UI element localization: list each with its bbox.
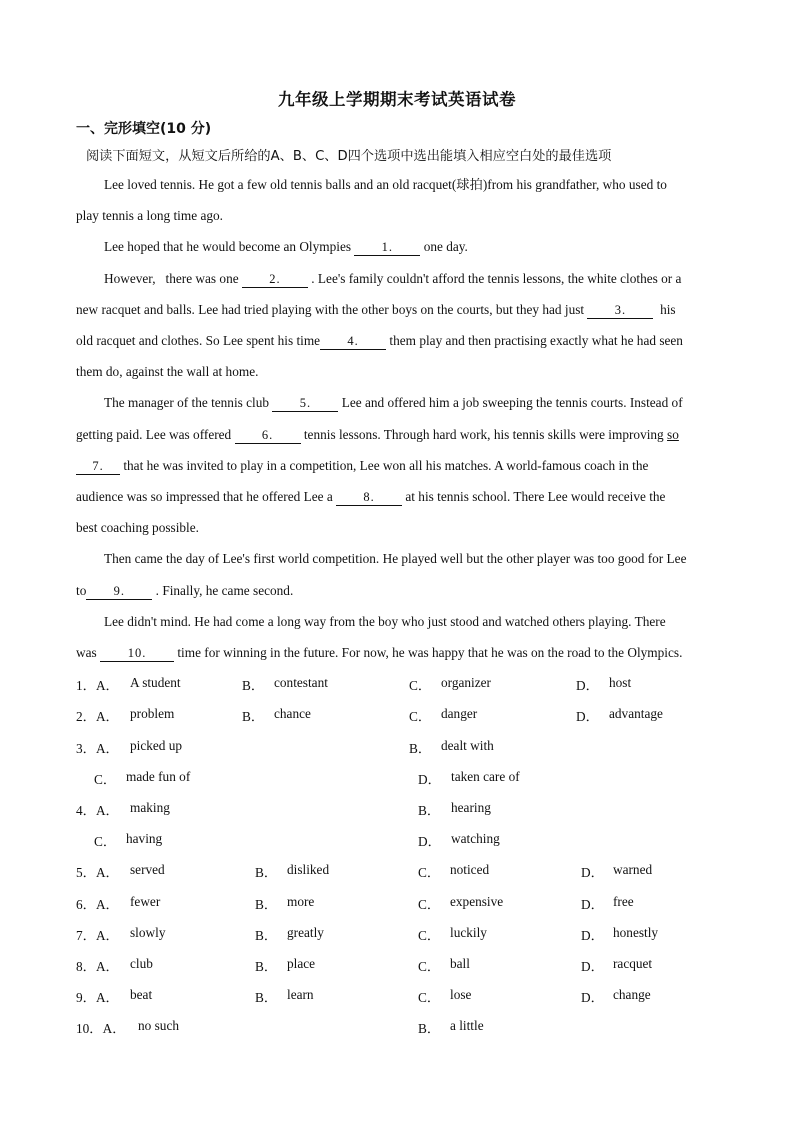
option-d[interactable]: honestly: [613, 925, 659, 940]
option-c[interactable]: luckily: [450, 925, 487, 940]
option-b[interactable]: place: [287, 956, 316, 971]
passage-text: best coaching possible.: [76, 520, 199, 535]
answer-blank: 1.: [354, 240, 420, 256]
answer-blank: 9.: [86, 584, 152, 600]
passage-line: [76, 207, 223, 225]
passage-line: [104, 176, 667, 194]
passage-text: However,: [104, 271, 156, 286]
passage-line: [104, 394, 683, 412]
passage-text: play tennis a long time ago.: [76, 208, 223, 223]
option-c-label: C．: [94, 834, 117, 849]
option-d-label: D．: [581, 990, 604, 1005]
question-number: 2．A．: [76, 709, 119, 724]
passage-text: Lee and offered him a job sweeping the tennis courts. Instead of: [341, 395, 683, 410]
passage-line: [76, 644, 682, 662]
option-b[interactable]: a little: [450, 1018, 484, 1033]
option-c[interactable]: lose: [450, 987, 472, 1002]
option-b[interactable]: disliked: [287, 862, 330, 877]
option-d[interactable]: warned: [613, 862, 653, 877]
section-heading: 一、完形填空(10 分): [76, 121, 212, 137]
option-c[interactable]: organizer: [441, 675, 491, 690]
option-c[interactable]: having: [126, 831, 163, 846]
option-a[interactable]: making: [130, 800, 170, 815]
passage-line: [76, 363, 258, 381]
option-b-label: B．: [409, 741, 432, 756]
question-number: 6．A．: [76, 897, 119, 912]
passage-text: his: [660, 302, 676, 317]
option-a[interactable]: club: [130, 956, 153, 971]
option-a[interactable]: beat: [130, 987, 153, 1002]
option-a[interactable]: A student: [130, 675, 181, 690]
passage-text: one day.: [423, 239, 468, 254]
passage-text: Lee didn't mind. He had come a long way from the boy who just stood and watched others playing. There: [104, 614, 666, 629]
option-d[interactable]: racquet: [613, 956, 653, 971]
option-c[interactable]: noticed: [450, 862, 490, 877]
option-d[interactable]: free: [613, 894, 634, 909]
passage-text: there was one: [165, 271, 239, 286]
passage-line: [76, 582, 293, 600]
passage-text: Lee won all his matches. A world-famous coach in the: [359, 458, 649, 473]
answer-blank: 7.: [76, 459, 120, 475]
option-a[interactable]: slowly: [130, 925, 166, 940]
option-b-label: B．: [242, 709, 265, 724]
option-b[interactable]: more: [287, 894, 315, 909]
option-c[interactable]: expensive: [450, 894, 504, 909]
passage-text: audience was so impressed that he offered Lee a: [76, 489, 333, 504]
page-title: 九年级上学期期末考试英语试卷: [278, 90, 516, 109]
option-d-label: D．: [576, 709, 599, 724]
passage-text: them do, against the wall at home.: [76, 364, 259, 379]
option-b[interactable]: greatly: [287, 925, 324, 940]
passage-text: getting paid. Lee was offered: [76, 427, 232, 442]
passage-line: [76, 488, 665, 506]
option-b[interactable]: chance: [274, 706, 311, 721]
option-b-label: B．: [255, 959, 278, 974]
answer-blank: 10.: [100, 646, 174, 662]
passage-text: afford the tennis lessons, the white clothes or a: [432, 271, 682, 286]
answer-blank: 3.: [587, 303, 653, 319]
option-a[interactable]: served: [130, 862, 165, 877]
passage-text: . Lee's family: [311, 271, 384, 286]
passage-line: [76, 519, 199, 537]
answer-blank: 6.: [235, 428, 301, 444]
option-c-label: C．: [418, 928, 441, 943]
option-c-label: C．: [409, 709, 432, 724]
option-c-label: C．: [418, 959, 441, 974]
instructions: 阅读下面短文，从短文后所给的A、B、C、D四个选项中选出能填入相应空白处的最佳选项: [86, 149, 612, 164]
option-b-label: B．: [255, 928, 278, 943]
passage-text: so: [667, 427, 679, 442]
passage-text: new racquet and balls. Lee had tried playing with the other boys on the courts, but they had just: [76, 302, 585, 317]
passage-line: [104, 550, 686, 568]
passage-line: [76, 332, 683, 350]
option-a[interactable]: fewer: [130, 894, 161, 909]
option-b-label: B．: [255, 865, 278, 880]
question-number: 1．A．: [76, 678, 119, 693]
option-c-label: C．: [418, 865, 441, 880]
question-number: 10．A．: [76, 1021, 126, 1036]
option-d[interactable]: watching: [451, 831, 500, 846]
option-b-label: B．: [255, 990, 278, 1005]
option-a[interactable]: problem: [130, 706, 175, 721]
option-d-label: D．: [581, 897, 604, 912]
option-c-label: C．: [418, 990, 441, 1005]
passage-text: The manager of the tennis club: [104, 395, 270, 410]
passage-text: Lee hoped that he would become an Olympies: [104, 239, 352, 254]
passage-text: Lee loved tennis. He got a few old tennis balls and an old racquet(球拍)from his grandfather, who used to: [104, 177, 667, 192]
option-d-label: D．: [418, 772, 441, 787]
option-b[interactable]: contestant: [274, 675, 328, 690]
option-b-label: B．: [418, 1021, 441, 1036]
option-c-label: C．: [418, 897, 441, 912]
passage-line: [76, 457, 648, 475]
option-d-label: D．: [581, 928, 604, 943]
question-number: 3．A．: [76, 741, 119, 756]
passage-text: that he was invited to play in a competition,: [123, 458, 357, 473]
option-c[interactable]: danger: [441, 706, 478, 721]
passage-text: old racquet and clothes. So Lee spent his time: [76, 333, 321, 348]
option-a[interactable]: no such: [138, 1018, 179, 1033]
passage-text: them play and then practising exactly what he had seen: [389, 333, 683, 348]
option-d[interactable]: change: [613, 987, 651, 1002]
option-c[interactable]: made fun of: [126, 769, 191, 784]
option-d-label: D．: [418, 834, 441, 849]
passage-text: couldn't: [386, 271, 430, 286]
answer-blank: 2.: [242, 272, 308, 288]
option-c[interactable]: ball: [450, 956, 470, 971]
passage-line: [104, 613, 666, 631]
question-number: 4．A．: [76, 803, 119, 818]
passage-line: [76, 301, 676, 319]
question-number: 7．A．: [76, 928, 119, 943]
option-b[interactable]: dealt with: [441, 738, 494, 753]
option-d[interactable]: host: [609, 675, 632, 690]
question-number: 5．A．: [76, 865, 119, 880]
answer-blank: 4.: [320, 334, 386, 350]
option-d-label: D．: [581, 959, 604, 974]
option-b-label: B．: [242, 678, 265, 693]
passage-line: [104, 270, 681, 288]
option-b[interactable]: hearing: [451, 800, 491, 815]
answer-blank: 5.: [272, 396, 338, 412]
option-b[interactable]: learn: [287, 987, 314, 1002]
option-d-label: D．: [576, 678, 599, 693]
option-b-label: B．: [255, 897, 278, 912]
question-number: 8．A．: [76, 959, 119, 974]
passage-line: [76, 426, 679, 444]
question-number: 9．A．: [76, 990, 119, 1005]
passage-text: . Finally, he came second.: [155, 583, 294, 598]
answer-blank: 8.: [336, 490, 402, 506]
option-d[interactable]: taken care of: [451, 769, 520, 784]
option-c-label: C．: [94, 772, 117, 787]
passage-text: Then came the day of Lee's first world competition. He played well but the other player was too good for Lee: [104, 551, 687, 566]
option-b-label: B．: [418, 803, 441, 818]
passage-line: [104, 238, 468, 256]
option-c-label: C．: [409, 678, 432, 693]
passage-text: time for winning in the future. For now, he was happy that he was on the road to the Olympics.: [177, 645, 683, 660]
passage-text: to: [76, 583, 87, 598]
passage-text: tennis lessons. Through hard work, his tennis skills were improving: [303, 427, 664, 442]
option-a[interactable]: picked up: [130, 738, 183, 753]
option-d[interactable]: advantage: [609, 706, 663, 721]
passage-text: at his tennis school. There Lee would receive the: [405, 489, 666, 504]
option-d-label: D．: [581, 865, 604, 880]
passage-text: was: [76, 645, 97, 660]
